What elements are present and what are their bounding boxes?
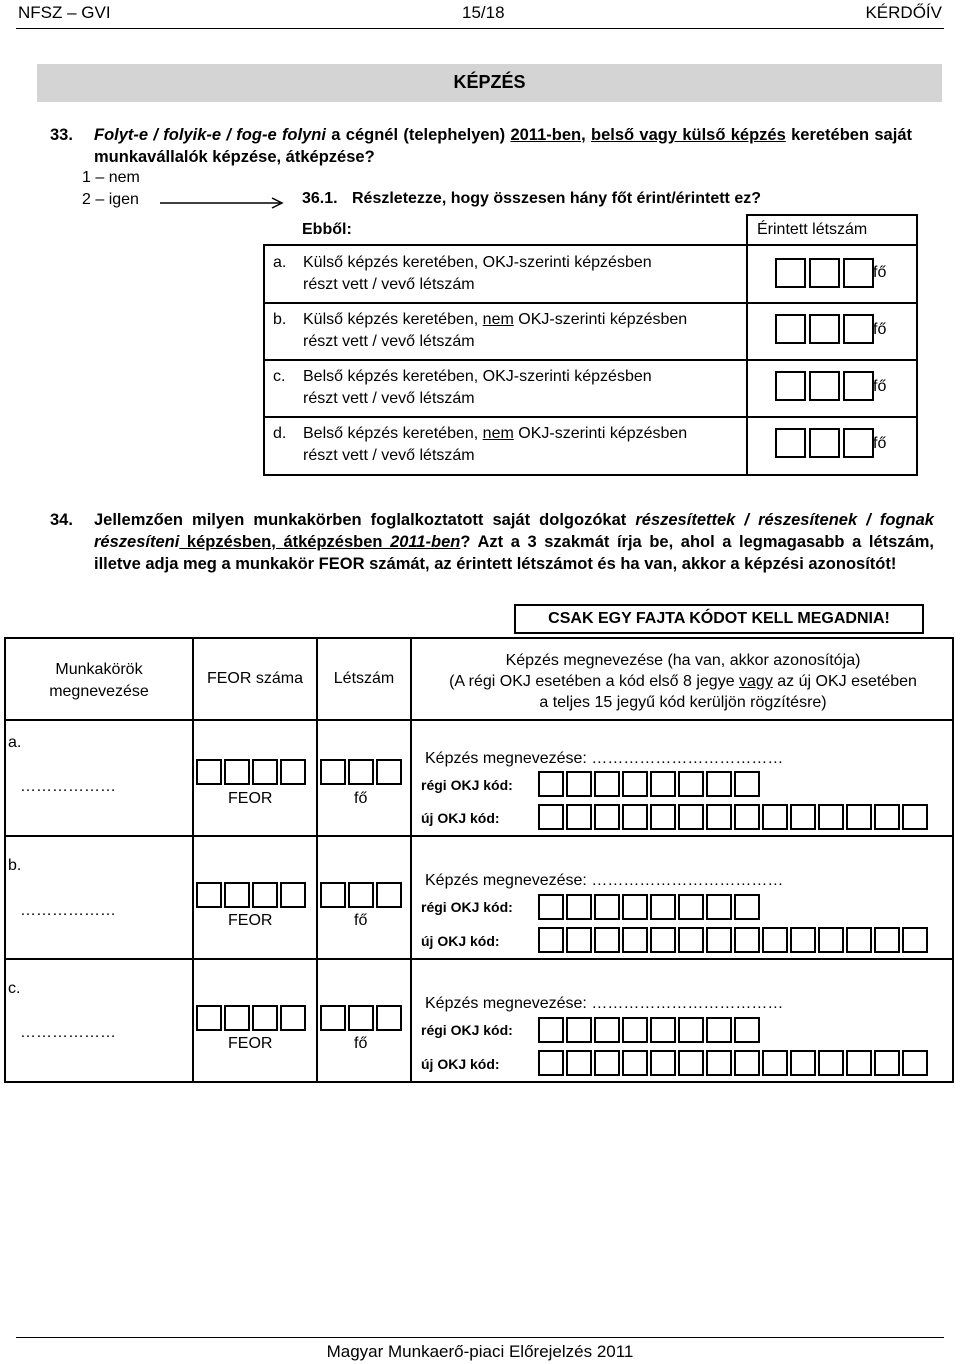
q34-row-letter: c.	[8, 980, 21, 997]
q33-ebbol: Ebből:	[302, 221, 352, 238]
q33-count-input-a[interactable]	[775, 258, 877, 288]
q34-notice: CSAK EGY FAJTA KÓDOT KELL MEGADNIA!	[514, 604, 924, 634]
q34-job-input[interactable]: ………………	[20, 778, 116, 795]
q34-old-okj-label: régi OKJ kód:	[421, 777, 513, 793]
q33-row-d: d. Belső képzés keretében, nem OKJ-szerinti képzésben részt vett / vevő létszám	[273, 425, 688, 464]
section-title: KÉPZÉS	[453, 72, 526, 92]
q34-row-rule	[4, 958, 954, 960]
q34-feor-label: FEOR	[228, 1035, 273, 1052]
q33-italic: Folyt-e / folyik-e / fog-e folyni	[94, 126, 326, 144]
q33-count-input-c[interactable]	[775, 371, 877, 401]
q33-row-rule	[263, 359, 918, 361]
q34-new-okj-label: új OKJ kód:	[421, 1056, 500, 1072]
section-banner	[37, 64, 942, 102]
q34-feor-input[interactable]	[196, 759, 308, 785]
q34-new-okj-input[interactable]	[538, 927, 930, 953]
footer-text: Magyar Munkaerő-piaci Előrejelzés 2011	[326, 1342, 634, 1361]
q34-question: Jellemzően milyen munkakörben foglalkoztatott saját dolgozókat részesítettek / részesítenek / fognak részesíteni képzésben, átképzésben 2011-ben? Azt a 3 szakmát írja be, ahol a legmagasabb a létszám, illetve adja meg a munkakör FEOR számát, az érintett létszámot és ha van, akkor a képzési azonosítót!	[94, 511, 934, 573]
q34-number: 34.	[50, 511, 73, 529]
q34-new-okj-input[interactable]	[538, 804, 930, 830]
q34-old-okj-input[interactable]	[538, 1017, 762, 1043]
q33-row-rule	[263, 416, 918, 418]
q34-feor-label: FEOR	[228, 790, 273, 807]
q34-old-okj-input[interactable]	[538, 771, 762, 797]
arrow-right-icon	[160, 196, 290, 210]
q34-count-input[interactable]	[320, 1005, 404, 1031]
q34-feor-label: FEOR	[228, 912, 273, 929]
q33-row-a: a. Külső képzés keretében, OKJ-szerinti képzésben részt vett / vevő létszám	[273, 254, 652, 293]
q34-unit: fő	[354, 1035, 368, 1052]
q34-count-input[interactable]	[320, 759, 404, 785]
q33-unit-b: fő	[873, 321, 887, 338]
q33-count-input-d[interactable]	[775, 428, 877, 458]
header-left: NFSZ – GVI	[18, 3, 111, 22]
q34-new-okj-label: új OKJ kód:	[421, 810, 500, 826]
q33-header-rule	[746, 244, 918, 246]
q33-option-no[interactable]: 1 – nem	[82, 169, 140, 186]
q34-count-input[interactable]	[320, 882, 404, 908]
q33-col-header: Érintett létszám	[757, 221, 868, 238]
q34-col-header-feor: FEOR száma	[206, 670, 303, 687]
q34-old-okj-input[interactable]	[538, 894, 762, 920]
header-page: 15/18	[462, 3, 505, 22]
q33-count-input-b[interactable]	[775, 314, 877, 344]
q34-row-letter: a.	[8, 734, 22, 751]
q34-row-letter: b.	[8, 857, 22, 874]
header-rule	[16, 28, 944, 29]
header-right: KÉRDŐÍV	[865, 3, 942, 22]
q33-unit-d: fő	[873, 435, 887, 452]
q34-header-rule	[4, 719, 954, 721]
q33-row-b: b. Külső képzés keretében, nem OKJ-szerinti képzésben részt vett / vevő létszám	[273, 311, 688, 350]
q34-job-input[interactable]: ………………	[20, 1024, 116, 1041]
q34-col-rule	[316, 637, 318, 1083]
q34-job-input[interactable]: ………………	[20, 902, 116, 919]
q34-col-rule	[410, 637, 412, 1083]
q33-option-yes[interactable]: 2 – igen	[82, 191, 139, 208]
q34-feor-input[interactable]	[196, 1005, 308, 1031]
q33-question: Folyt-e / folyik-e / fog-e folyni a cégnél (telephelyen) 2011-ben, belső vagy külső képzés keretében saját munkavállalók képzése, átképzése?	[94, 126, 912, 166]
q34-unit: fő	[354, 790, 368, 807]
q34-row-rule	[4, 835, 954, 837]
q33-unit-c: fő	[873, 378, 887, 395]
q34-col-header-training: Képzés megnevezése (ha van, akkor azonosítója) (A régi OKJ esetében a kód első 8 jegye vagy az új OKJ esetében a teljes 15 jegyű kód kerüljön rögzítésre)	[449, 652, 917, 711]
q34-training-name[interactable]: Képzés megnevezése: ………………………………	[425, 995, 784, 1012]
q33-sub-number: 36.1.	[302, 190, 338, 207]
q33-unit-a: fő	[873, 264, 887, 281]
q34-new-okj-label: új OKJ kód:	[421, 933, 500, 949]
q33-number: 33.	[50, 126, 73, 144]
q34-col-header-count: Létszám	[333, 670, 395, 687]
q34-unit: fő	[354, 912, 368, 929]
footer-rule	[16, 1337, 944, 1338]
q34-training-name[interactable]: Képzés megnevezése: ………………………………	[425, 872, 784, 889]
q33-row-rule	[263, 302, 918, 304]
q33-row-c: c. Belső képzés keretében, OKJ-szerinti képzésben részt vett / vevő létszám	[273, 368, 652, 407]
q34-col-header-job: Munkakörök megnevezése	[49, 661, 149, 700]
q34-training-name[interactable]: Képzés megnevezése: ………………………………	[425, 750, 784, 767]
q34-col-rule	[192, 637, 194, 1083]
q34-feor-input[interactable]	[196, 882, 308, 908]
q34-new-okj-input[interactable]	[538, 1050, 930, 1076]
q33-sub-question: Részletezze, hogy összesen hány főt érint/érintett ez?	[352, 190, 761, 207]
q34-old-okj-label: régi OKJ kód:	[421, 1022, 513, 1038]
q34-old-okj-label: régi OKJ kód:	[421, 899, 513, 915]
